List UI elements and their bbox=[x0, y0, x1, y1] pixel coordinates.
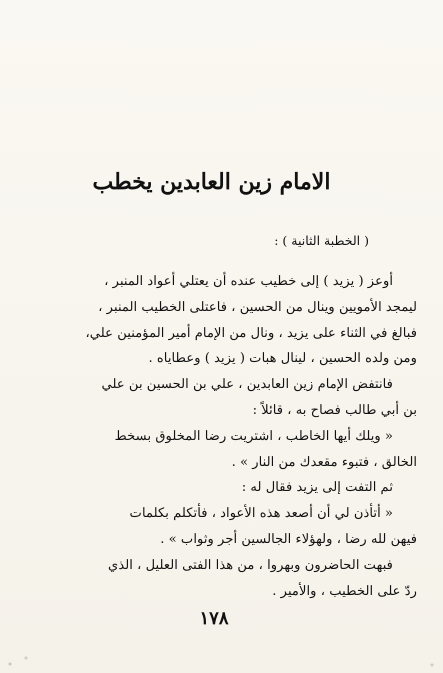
page-title: الامام زين العابدين يخطب bbox=[92, 169, 331, 195]
body-line-13: ردّ على الخطيب ، والأمير . bbox=[272, 583, 417, 599]
body-line-3: فبالغ في الثناء على يزيد ، ونال من الإمام أمير المؤمنين علي، bbox=[85, 325, 417, 341]
body-line-11: فيهن لله رضا ، ولهؤلاء الجالسين أجر وثواب » . bbox=[160, 531, 417, 547]
body-line-1: أوعز ( يزيد ) إلى خطيب عنده أن يعتلي أعواد المنبر ، bbox=[104, 274, 393, 289]
section-heading: ( الخطبة الثانية ) : bbox=[274, 233, 369, 248]
body-line-2: ليمجد الأمويين وينال من الحسين ، فاعتلى الخطيب المنبر ، bbox=[98, 299, 417, 315]
body-line-12: فبهت الحاضرون وبهروا ، من هذا الفتى العليل ، الذي bbox=[108, 557, 393, 573]
body-line-6: بن أبي طالب فصاح به ، قائلاً : bbox=[252, 402, 417, 418]
document-body bbox=[23, 269, 417, 604]
page-number: ١٧٨ bbox=[199, 608, 229, 629]
body-line-5: فانتفض الإمام زين العابدين ، علي بن الحسين بن علي bbox=[101, 377, 393, 393]
body-line-8: الخالق ، فتبوء مقعدك من النار » . bbox=[231, 454, 417, 470]
body-line-10: « أتأذن لي أن أصعد هذه الأعواد ، فأتكلم بكلمات bbox=[129, 506, 393, 522]
body-line-7: « ويلك أيها الخاطب ، اشتريت رضا المخلوق بسخط bbox=[114, 428, 393, 444]
body-line-4: ومن ولده الحسين ، لينال هبات ( يزيد ) وعطاياه . bbox=[148, 351, 417, 367]
body-line-9: ثم التفت إلى يزيد فقال له : bbox=[241, 480, 393, 496]
